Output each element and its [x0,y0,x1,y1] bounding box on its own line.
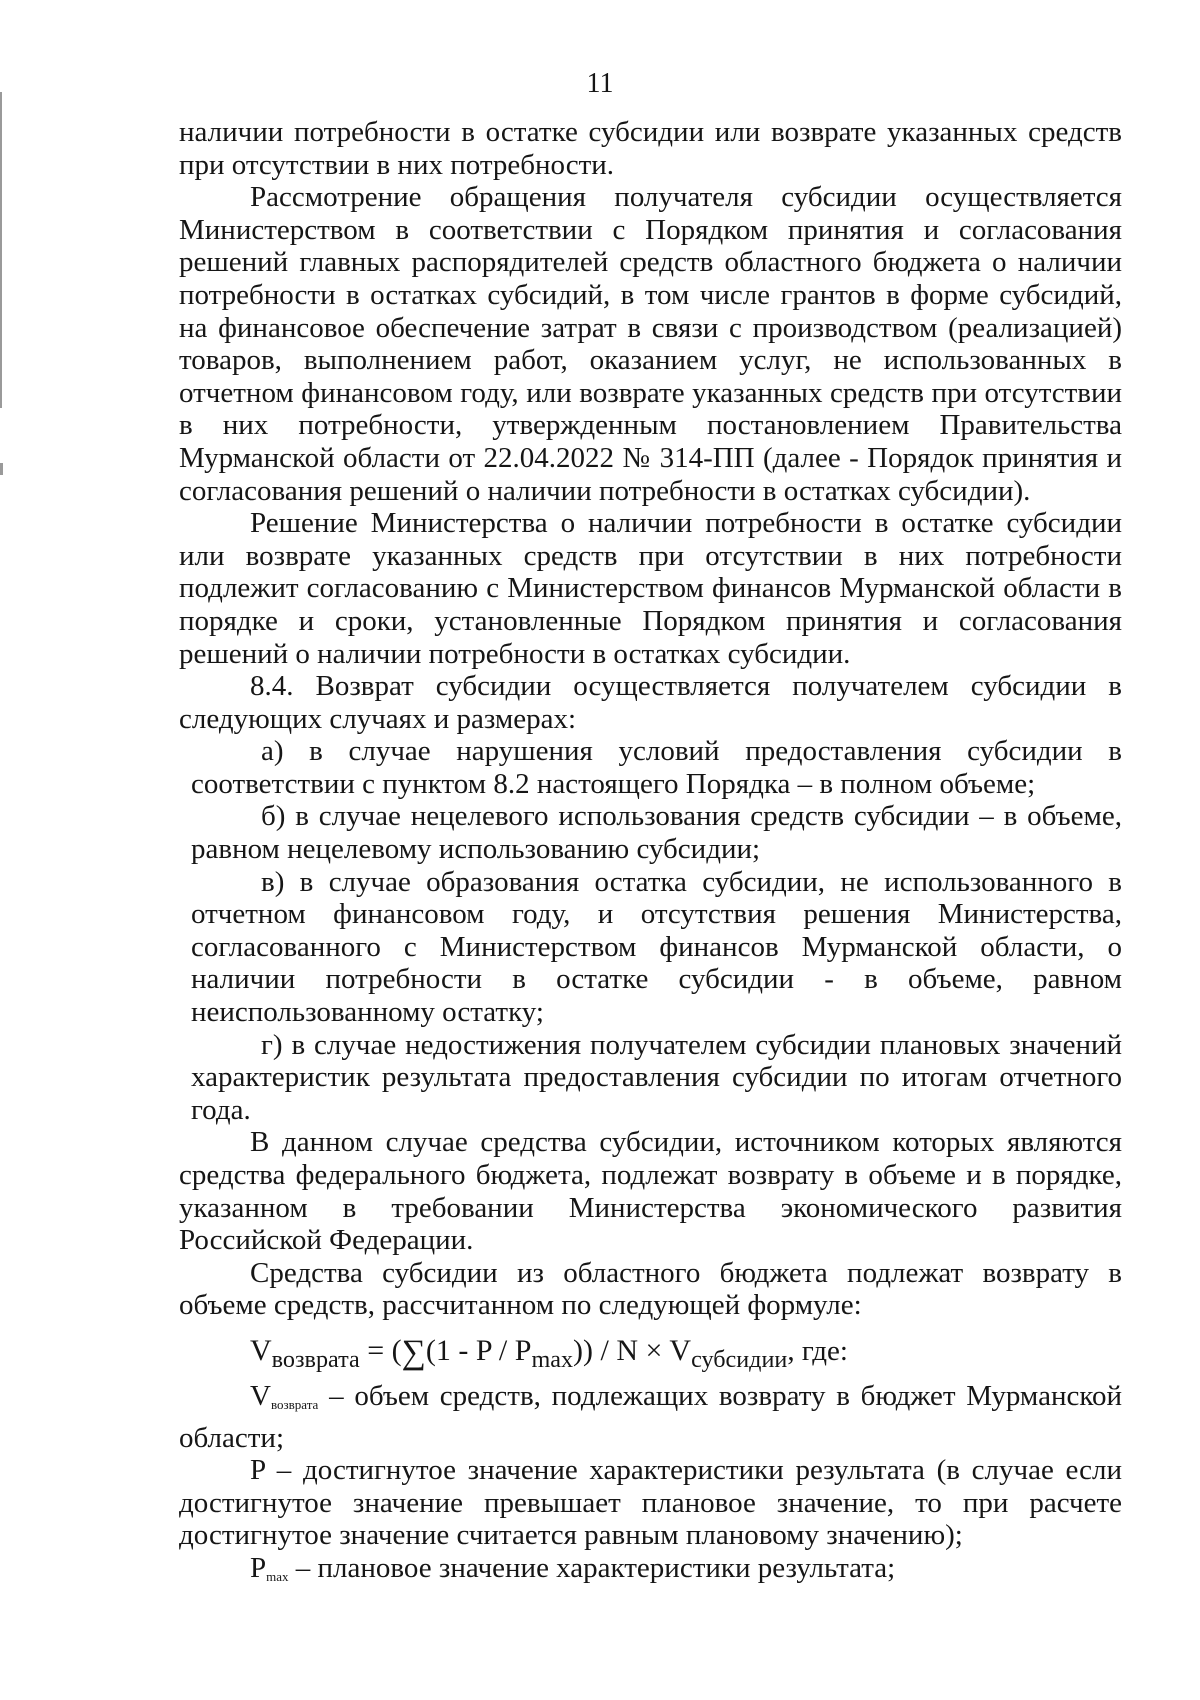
definition-text: – объем средств, подлежащих возврату в бюджет Мурманской области; [179,1379,1122,1454]
paragraph: Средства субсидии из областного бюджета подлежат возврату в объеме средств, рассчитанном по следующей формуле: [179,1256,1122,1322]
list-item-v: в) в случае образования остатка субсидии, не использованного в отчетном финансовом году, и отсутствия решения Министерства, согласованного с Министерством финансов Мурманской области, о наличии потребности в остатке субсидии - в объеме, равном неиспользованному остатку; [191,865,1122,1029]
paragraph: В данном случае средства субсидии, источником которых являются средства федерального бюджета, подлежат возврату в объеме и в порядке, указанном в требовании Министерства экономического развития Российской Федерации. [179,1126,1122,1257]
formula-body: (1 - P / P [425,1333,532,1367]
formula-tail: , где: [787,1334,848,1367]
formula-v: V [250,1333,272,1367]
document-body [179,116,1122,1594]
definition-subscript: возврата [270,1396,319,1412]
paragraph: наличии потребности в остатке субсидии или возврате указанных средств при отсутствии в них потребности. [179,116,1122,181]
definition-text: – плановое значение характеристики результата; [288,1551,896,1584]
list-item-b: б) в случае нецелевого использования средств субсидии – в объеме, равном нецелевому использованию субсидии; [191,800,1122,866]
paragraph: Рассмотрение обращения получателя субсидии осуществляется Министерством в соответствии с Порядком принятия и согласования решений главных распорядителей средств областного бюджета о наличии потребности в остатках субсидий, в том числе грантов в форме субсидий, на финансовое обеспечение затрат в связи с производством (реализацией) товаров, выполнением работ, оказанием услуг, не использованных в отчетном финансовом году, или возврате указанных средств при отсутствии в них потребности, утвержденным постановлением Правительства Мурманской области от 22.04.2022 № 314-ПП (далее - Порядок принятия и согласования решений о наличии потребности в остатках субсидии). [179,181,1122,507]
list-item-a: а) в случае нарушения условий предоставления субсидии в соответствии с пунктом 8.2 настоящего Порядка – в полном объеме; [191,735,1122,800]
formula-sub-return: возврата [271,1345,360,1373]
definition-p: P – достигнутое значение характеристики результата (в случае если достигнутое значение превышает плановое значение, то при расчете достигнутое значение считается равным плановому значению); [179,1454,1122,1552]
section-8-4-heading: 8.4. Возврат субсидии осуществляется получателем субсидии в следующих случаях и размерах: [179,670,1122,735]
formula-sub-subsidy: субсидии [691,1345,788,1373]
list-item-g: г) в случае недостижения получателем субсидии плановых значений характеристик результата предоставления субсидии по итогам отчетного года. [191,1028,1122,1126]
definition-symbol: P [250,1551,267,1584]
formula-eq: = ( [359,1333,402,1367]
sum-symbol: ∑ [401,1333,426,1371]
paragraph: Решение Министерства о наличии потребности в остатке субсидии или возврате указанных средств при отсутствии в них потребности подлежит согласованию с Министерством финансов Мурманской области в порядке и сроки, установленные Порядком принятия и согласования решений о наличии потребности в остатках субсидии. [179,507,1122,670]
definition-symbol: V [250,1379,271,1412]
scan-edge-mark [0,92,2,408]
formula-sub-max: max [531,1345,574,1373]
formula-close: )) / N × V [573,1333,692,1367]
definition-subscript: max [266,1568,289,1584]
definition-p-max [179,1552,1122,1594]
scan-edge-mark [0,463,3,475]
page-number: 11 [586,68,614,99]
definition-v-return [179,1380,1122,1454]
return-formula [179,1322,1122,1380]
